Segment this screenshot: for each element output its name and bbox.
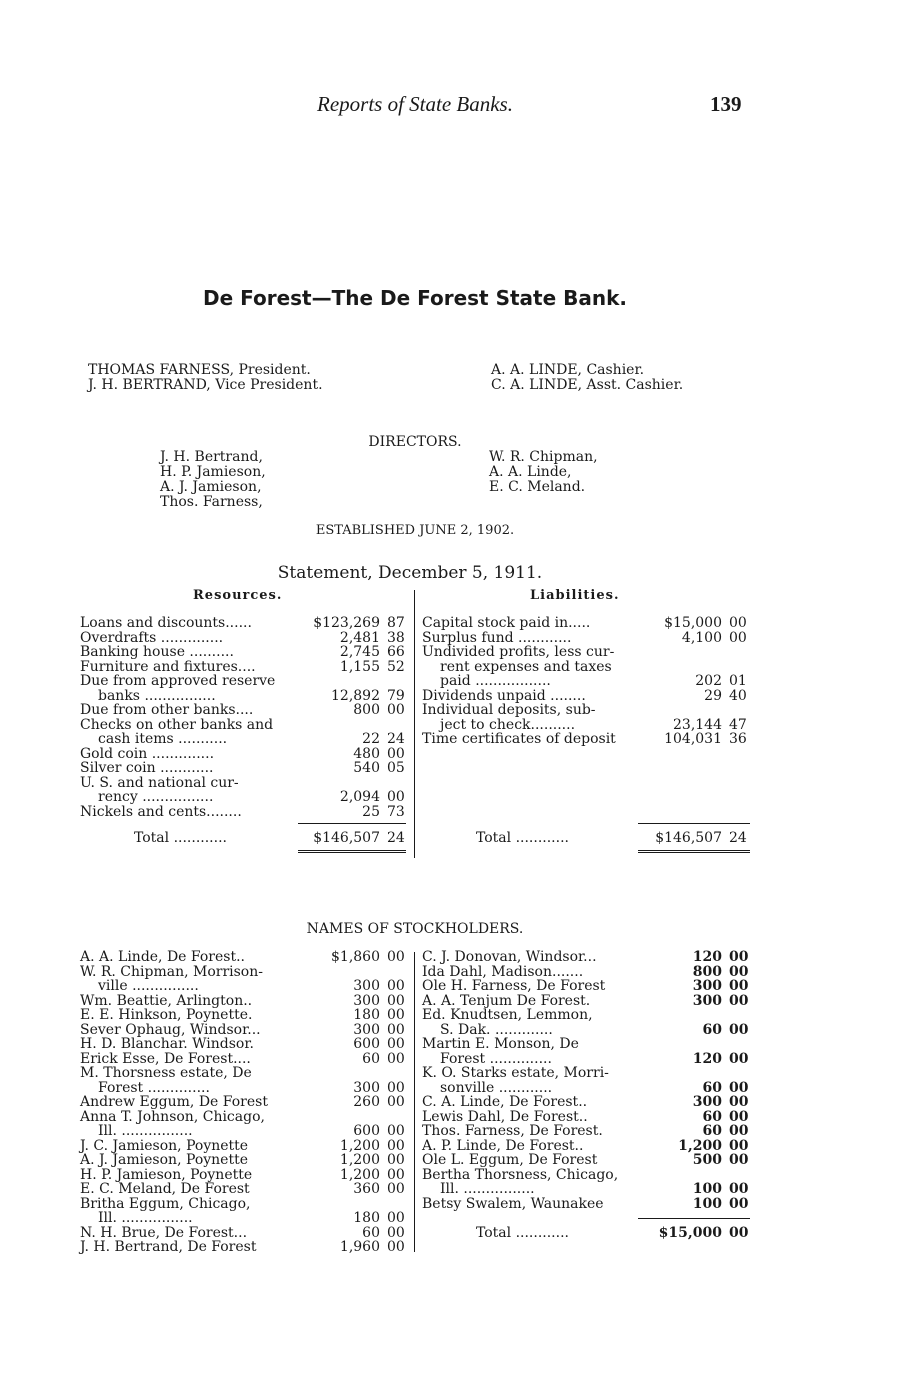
row-dollars: 1,200 <box>339 1166 380 1183</box>
liability-row <box>422 674 752 689</box>
resource-row <box>80 805 410 820</box>
row-cents: 24 <box>387 731 405 747</box>
officers-right <box>491 363 683 393</box>
stockholder-row <box>80 1066 410 1081</box>
liabilities-total-row <box>422 831 752 846</box>
stockholder-row <box>80 1153 410 1168</box>
row-label: A. A. Linde, De Forest.. <box>80 949 245 965</box>
row-cents: 00 <box>387 702 405 718</box>
row-cents: 36 <box>729 731 747 747</box>
director-name: A. A. Linde, <box>489 464 572 480</box>
row-label: A. P. Linde, De Forest.. <box>422 1137 584 1154</box>
row-label: W. R. Chipman, Morrison- <box>80 963 263 980</box>
row-dollars: 60 <box>702 1079 722 1096</box>
row-dollars: 800 <box>353 702 380 718</box>
row-dollars: 2,094 <box>339 789 380 805</box>
director-name: J. H. Bertrand, <box>160 449 263 465</box>
row-dollars: 60 <box>702 1021 722 1038</box>
row-label: Ole H. Farness, De Forest <box>422 978 606 994</box>
statement-title: Statement, December 5, 1911. <box>277 563 543 583</box>
row-label: A. A. Tenjum De Forest. <box>422 992 591 1009</box>
liabilities-double-rule <box>638 850 750 853</box>
liability-row <box>422 732 752 747</box>
row-cents: 00 <box>729 1152 749 1168</box>
resource-row <box>80 718 410 733</box>
row-cents: 05 <box>387 760 405 776</box>
stockholder-row <box>422 1153 752 1168</box>
row-cents: 00 <box>729 1050 749 1067</box>
row-dollars: 300 <box>692 978 722 994</box>
row-cents: 00 <box>729 1181 749 1197</box>
row-label: Martin E. Monson, De <box>422 1036 579 1052</box>
row-dollars: 120 <box>692 949 722 965</box>
row-label: Due from approved reserve <box>80 673 276 689</box>
row-label: K. O. Starks estate, Morri- <box>422 1065 609 1081</box>
director-name: Thos. Farness, <box>160 494 263 510</box>
stockholder-row <box>80 1197 410 1212</box>
stockholder-row <box>80 979 410 994</box>
liability-row <box>422 645 752 660</box>
row-dollars: 60 <box>702 1123 722 1139</box>
row-dollars: 600 <box>353 1036 380 1052</box>
row-label: Furniture and fixtures.... <box>80 658 256 675</box>
total-cents: 00 <box>729 1225 749 1241</box>
row-cents: 00 <box>387 789 405 805</box>
stockholder-row <box>422 1066 752 1081</box>
stockholder-row <box>422 1008 752 1023</box>
row-label: Anna T. Johnson, Chicago, <box>80 1108 265 1125</box>
stockholder-row <box>80 1182 410 1197</box>
stockholder-row <box>422 1182 752 1197</box>
row-dollars: 23,144 <box>673 716 722 733</box>
row-label: Thos. Farness, De Forest. <box>422 1123 603 1139</box>
director-name: H. P. Jamieson, <box>160 464 266 480</box>
row-dollars: 1,200 <box>678 1137 722 1154</box>
resource-row <box>80 747 410 762</box>
row-label: Ill. ................ <box>440 1181 535 1197</box>
resource-row <box>80 660 410 675</box>
row-label: Andrew Eggum, De Forest <box>80 1094 268 1110</box>
row-label: Silver coin ............ <box>80 760 214 776</box>
stockholder-row <box>80 1240 410 1255</box>
total-label: Total ............ <box>476 1225 569 1241</box>
stockholder-row <box>422 994 752 1009</box>
row-cents: 00 <box>729 1123 749 1139</box>
row-label: C. A. Linde, De Forest.. <box>422 1094 588 1110</box>
row-dollars: 260 <box>353 1094 380 1110</box>
stockholder-row <box>80 965 410 980</box>
row-label: Nickels and cents........ <box>80 803 242 820</box>
officer-asst-cashier: C. A. LINDE, Asst. Cashier. <box>491 377 684 393</box>
officers-left <box>88 363 323 393</box>
row-label: Ed. Knudtsen, Lemmon, <box>422 1007 593 1023</box>
resources-double-rule <box>298 850 406 853</box>
row-dollars: 300 <box>353 1079 380 1096</box>
row-label: Loans and discounts...... <box>80 615 252 631</box>
resource-row <box>80 631 410 646</box>
row-label: Forest .............. <box>98 1079 210 1096</box>
directors-left-list <box>160 450 266 510</box>
liabilities-rule <box>638 823 750 824</box>
row-cents: 00 <box>729 629 747 646</box>
stockholder-row <box>422 1052 752 1067</box>
stockholder-row <box>422 1110 752 1125</box>
liability-row <box>422 689 752 704</box>
stockholder-row <box>80 1168 410 1183</box>
stockholders-divider <box>414 952 415 1252</box>
row-cents: 00 <box>729 1094 749 1110</box>
row-cents: 66 <box>387 644 405 660</box>
row-label: Ill. ................ <box>98 1123 193 1139</box>
row-cents: 00 <box>387 1021 405 1038</box>
resources-rule <box>298 823 406 824</box>
stockholder-row <box>80 1023 410 1038</box>
row-cents: 00 <box>387 1137 405 1154</box>
resource-row <box>80 645 410 660</box>
stockholder-row <box>80 1052 410 1067</box>
column-divider <box>414 590 415 858</box>
row-cents: 47 <box>729 716 747 733</box>
row-dollars: 1,155 <box>339 658 380 675</box>
row-cents: 00 <box>387 1050 405 1067</box>
row-label: rent expenses and taxes <box>440 658 612 675</box>
row-cents: 00 <box>387 1007 405 1023</box>
row-dollars: 29 <box>704 687 722 704</box>
row-cents: 73 <box>387 803 405 820</box>
established-date: ESTABLISHED JUNE 2, 1902. <box>315 523 515 538</box>
row-dollars: 202 <box>695 673 722 689</box>
row-dollars: 100 <box>692 1195 722 1212</box>
liabilities-table <box>422 616 752 747</box>
row-label: Ole L. Eggum, De Forest <box>422 1152 598 1168</box>
row-label: J. H. Bertrand, De Forest <box>80 1239 257 1255</box>
row-cents: 00 <box>729 615 747 631</box>
total-cents: 24 <box>387 830 405 846</box>
row-cents: 00 <box>387 1210 405 1226</box>
row-label: Overdrafts .............. <box>80 629 224 646</box>
row-dollars: 2,745 <box>339 644 380 660</box>
row-dollars: 360 <box>353 1181 380 1197</box>
director-name: W. R. Chipman, <box>489 449 598 465</box>
total-dollars: $146,507 <box>655 830 722 846</box>
stockholder-row <box>80 1110 410 1125</box>
row-cents: 00 <box>729 1021 749 1038</box>
row-dollars: 1,960 <box>339 1239 380 1255</box>
row-dollars: 1,200 <box>339 1137 380 1154</box>
row-label: M. Thorsness estate, De <box>80 1065 252 1081</box>
resource-row <box>80 616 410 631</box>
stockholder-row <box>80 1124 410 1139</box>
director-name: A. J. Jamieson, <box>160 479 262 495</box>
directors-right-list <box>489 450 598 495</box>
row-dollars: 2,481 <box>339 629 380 646</box>
liabilities-heading: Liabilities. <box>530 588 620 603</box>
row-cents: 00 <box>729 949 749 965</box>
row-label: A. J. Jamieson, Poynette <box>80 1152 248 1168</box>
row-dollars: 500 <box>692 1152 722 1168</box>
row-cents: 38 <box>387 629 405 646</box>
row-dollars: $1,860 <box>331 949 380 965</box>
row-label: Dividends unpaid ........ <box>422 687 586 704</box>
stockholders-heading: NAMES OF STOCKHOLDERS. <box>306 921 524 937</box>
row-cents: 00 <box>387 1079 405 1096</box>
row-cents: 00 <box>729 1108 749 1125</box>
row-label: ville ............... <box>98 978 199 994</box>
row-dollars: 300 <box>353 992 380 1009</box>
liability-row <box>422 631 752 646</box>
directors-heading: DIRECTORS. <box>368 434 462 450</box>
row-label: Betsy Swalem, Waunakee <box>422 1195 604 1212</box>
total-label: Total ............ <box>134 830 227 846</box>
row-dollars: 12,892 <box>331 687 380 704</box>
row-cents: 00 <box>387 1239 405 1255</box>
row-label: J. C. Jamieson, Poynette <box>80 1137 249 1154</box>
row-cents: 00 <box>387 1036 405 1052</box>
row-label: Erick Esse, De Forest.... <box>80 1050 251 1067</box>
total-dollars: $146,507 <box>313 830 380 846</box>
row-label: Bertha Thorsness, Chicago, <box>422 1166 619 1183</box>
stockholder-row <box>80 1211 410 1226</box>
stockholder-row <box>80 1037 410 1052</box>
row-label: Surplus fund ............ <box>422 629 572 646</box>
row-label: Forest .............. <box>440 1050 552 1067</box>
row-cents: 00 <box>729 992 749 1009</box>
resource-row <box>80 674 410 689</box>
row-dollars: 600 <box>353 1123 380 1139</box>
row-dollars: 300 <box>353 978 380 994</box>
row-dollars: 120 <box>692 1050 722 1067</box>
row-dollars: 4,100 <box>681 629 722 646</box>
stockholder-row <box>80 1095 410 1110</box>
row-label: Checks on other banks and <box>80 716 274 733</box>
row-dollars: 60 <box>702 1108 722 1125</box>
total-label: Total ............ <box>476 830 569 846</box>
stockholders-rule <box>638 1218 750 1219</box>
stockholder-row <box>80 950 410 965</box>
row-label: Ill. ................ <box>98 1210 193 1226</box>
row-cents: 00 <box>729 963 749 980</box>
row-cents: 00 <box>387 1152 405 1168</box>
row-label: E. E. Hinkson, Poynette. <box>80 1007 253 1023</box>
row-dollars: 60 <box>362 1224 380 1241</box>
stockholder-row <box>422 965 752 980</box>
row-dollars: 300 <box>692 992 722 1009</box>
row-label: H. P. Jamieson, Poynette <box>80 1166 253 1183</box>
row-cents: 00 <box>387 992 405 1009</box>
total-cents: 24 <box>729 830 747 846</box>
row-dollars: 1,200 <box>339 1152 380 1168</box>
row-dollars: 300 <box>692 1094 722 1110</box>
row-label: Time certificates of deposit <box>422 731 616 747</box>
row-label: N. H. Brue, De Forest... <box>80 1224 248 1241</box>
row-cents: 00 <box>387 1123 405 1139</box>
row-label: ject to check.......... <box>440 716 576 733</box>
liability-row <box>422 660 752 675</box>
row-dollars: $123,269 <box>313 615 380 631</box>
row-cents: 00 <box>387 1166 405 1183</box>
row-label: sonville ............ <box>440 1079 553 1096</box>
stockholder-row <box>80 994 410 1009</box>
row-label: Individual deposits, sub- <box>422 702 596 718</box>
row-cents: 40 <box>729 687 747 704</box>
row-dollars: 180 <box>353 1007 380 1023</box>
stockholder-row <box>80 1226 410 1241</box>
resources-table <box>80 616 410 819</box>
stockholders-left-table <box>80 950 410 1255</box>
stockholder-row <box>422 1168 752 1183</box>
row-dollars: 100 <box>692 1181 722 1197</box>
row-label: banks ................ <box>98 687 216 704</box>
officer-president: THOMAS FARNESS, President. <box>88 362 311 378</box>
row-label: C. J. Donovan, Windsor... <box>422 949 597 965</box>
stockholders-total-row <box>422 1226 752 1241</box>
row-label: Wm. Beattie, Arlington.. <box>80 992 253 1009</box>
row-label: paid ................. <box>440 673 551 689</box>
stockholder-row <box>422 1081 752 1096</box>
resource-row <box>80 790 410 805</box>
stockholder-row <box>80 1081 410 1096</box>
row-label: E. C. Meland, De Forest <box>80 1181 250 1197</box>
liability-row <box>422 718 752 733</box>
stockholder-row <box>422 1139 752 1154</box>
stockholder-row <box>80 1008 410 1023</box>
row-label: Undivided profits, less cur- <box>422 644 615 660</box>
total-dollars: $15,000 <box>658 1225 722 1241</box>
row-label: rency ................ <box>98 789 214 805</box>
row-label: S. Dak. ............. <box>440 1021 553 1038</box>
resource-row <box>80 703 410 718</box>
stockholder-row <box>422 979 752 994</box>
row-cents: 00 <box>729 1137 749 1154</box>
row-dollars: 104,031 <box>664 731 722 747</box>
row-label: Due from other banks.... <box>80 702 254 718</box>
row-dollars: 22 <box>362 731 380 747</box>
stockholders-right-table <box>422 950 752 1211</box>
running-header-title: Reports of State Banks. <box>317 92 513 116</box>
row-label: Banking house .......... <box>80 644 234 660</box>
resource-row <box>80 776 410 791</box>
row-cents: 00 <box>729 978 749 994</box>
row-dollars: 800 <box>692 963 722 980</box>
stockholder-row <box>422 1197 752 1212</box>
row-dollars: 480 <box>353 745 380 762</box>
resource-row <box>80 761 410 776</box>
resources-total-row <box>80 831 410 846</box>
row-dollars: 180 <box>353 1210 380 1226</box>
resource-row <box>80 689 410 704</box>
row-label: U. S. and national cur- <box>80 774 239 791</box>
stockholder-row <box>422 1023 752 1038</box>
row-cents: 00 <box>387 1094 405 1110</box>
row-cents: 00 <box>387 978 405 994</box>
resource-row <box>80 732 410 747</box>
row-cents: 00 <box>387 1224 405 1241</box>
row-cents: 52 <box>387 658 405 675</box>
row-dollars: $15,000 <box>664 615 722 631</box>
officer-cashier: A. A. LINDE, Cashier. <box>491 362 645 378</box>
row-label: H. D. Blanchar. Windsor. <box>80 1036 254 1052</box>
row-cents: 79 <box>387 687 405 704</box>
stockholder-row <box>422 1037 752 1052</box>
liability-row <box>422 616 752 631</box>
row-dollars: 300 <box>353 1021 380 1038</box>
row-label: Capital stock paid in..... <box>422 615 591 631</box>
row-label: Gold coin .............. <box>80 745 215 762</box>
row-cents: 00 <box>387 1181 405 1197</box>
stockholder-row <box>80 1139 410 1154</box>
row-cents: 00 <box>729 1195 749 1212</box>
bank-title: De Forest—The De Forest State Bank. <box>202 286 628 310</box>
officer-vice-president: J. H. BERTRAND, Vice President. <box>88 377 323 393</box>
stockholder-row <box>422 1095 752 1110</box>
page-number: 139 <box>710 92 742 116</box>
row-label: Lewis Dahl, De Forest.. <box>422 1108 588 1125</box>
row-cents: 87 <box>387 615 405 631</box>
row-label: Britha Eggum, Chicago, <box>80 1195 251 1212</box>
row-dollars: 25 <box>362 803 380 820</box>
director-name: E. C. Meland. <box>489 479 586 495</box>
liability-row <box>422 703 752 718</box>
row-label: cash items ........... <box>98 731 228 747</box>
resources-heading: Resources. <box>193 588 283 603</box>
row-cents: 00 <box>387 745 405 762</box>
row-dollars: 60 <box>362 1050 380 1067</box>
row-cents: 01 <box>729 673 747 689</box>
row-label: Ida Dahl, Madison....... <box>422 963 584 980</box>
row-cents: 00 <box>387 949 405 965</box>
stockholder-row <box>422 1124 752 1139</box>
row-label: Sever Ophaug, Windsor... <box>80 1021 261 1038</box>
row-dollars: 540 <box>353 760 380 776</box>
row-cents: 00 <box>729 1079 749 1096</box>
stockholder-row <box>422 950 752 965</box>
